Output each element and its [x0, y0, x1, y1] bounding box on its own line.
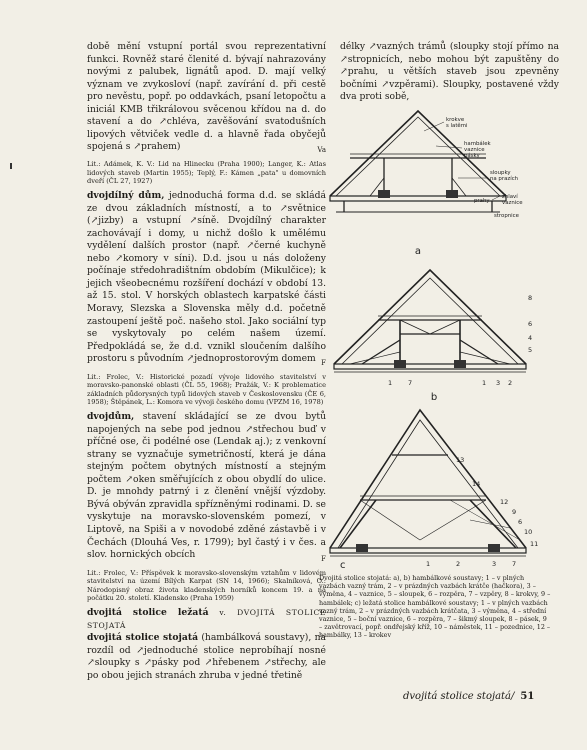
diagram-b-label: b	[430, 392, 438, 403]
number-label: 14	[472, 480, 481, 488]
number-label: 1	[426, 560, 431, 568]
entry-title: dvojitá stolice ležatá	[87, 607, 209, 619]
entry-dvojdum	[87, 411, 326, 562]
diagram-b	[334, 270, 532, 403]
author-signature: F	[321, 358, 326, 367]
diagram-a-label: a	[414, 246, 422, 257]
number-label: 11	[530, 540, 539, 548]
number-label: 10	[524, 528, 533, 536]
label-na-prazich: na prazích	[490, 176, 519, 182]
number-label: 1	[388, 379, 393, 387]
literature-note: Lit.: Adámek, K. V.: Lid na Hlinecku (Praha 1900); Langer, K.: Atlas lidových staveb (Martin 1955); Teplý, F.: Kámen „pata" u domovních dveří (ČL 27, 1927)	[87, 160, 326, 185]
label-hambalek: hambálek	[464, 141, 491, 147]
entry-body: stavení skládající se ze dvou bytů napojených na sebe pod jednou ↗střechou buď v příčné ose, či podélné ose (Lendak aj.); z venkovní strany se vyznačuje symetričností, která je dána stejným počtem obytných místností a stejným počtem ↗oken směřujících z obou obydlí do ulice. D. je mnohdy patrný i z členění vnější výzdoby. Bývá obýván zpravidla spřízněnými rodinami. D. se vyskytuje na moravsko-slovenském pomezí, v Liptově, na Spiši a v novodobé zděné zástavbě i v Čechách (Dlouhá Ves, r. 1799); byl častý i v čes. a slov. hornických obcích	[87, 411, 326, 561]
label-zhlavi: zhlaví	[502, 194, 518, 200]
number-label: 2	[508, 379, 513, 387]
number-label: 2	[456, 560, 461, 568]
figure-caption: Dvojitá stolice stojatá: a), b) hambálkové soustavy; 1 – v plných vazbách vazný trám, 2 – v prázdných vazbách krátče (hačkora), 3 – výměna, 4 – vaznice, 5 – sloupek, 6 – rozpěra, 7 – vzpěry, 8 – krokvy, 9 – hambálek; c) ležatá stolice hambálkové soustavy; 1 – v plných vazbách vazný trám, 2 – v prázdných vazbách krátčata, 3 – výměna, 4 – střední vaznice, 5 – boční vaznice, 6 – rozpěra, 7 – šikmý sloupek, 8 – pásek, 9 – zavětrovací, popř. ondřejský kříž, 10 – náměstek, 11 – pozednice, 12 – hambálky, 13 – krokev	[319, 574, 551, 640]
cross-reference: v. DVOJITÁ STOLICE STOJATÁ	[87, 608, 326, 630]
literature-note: Lit.: Frolec, V.: Příspěvek k moravsko-slovenským vztahům v lidovém stavitelství na území Bílých Karpat (SN 14, 1966); Skalníková, O.: Národopisný obraz života kladenských horníků koncem 19. a na počátku 20. století. Kladensko (Praha 1959)	[87, 569, 326, 602]
author-signature: Va	[317, 145, 326, 154]
entry-title: dvojdům,	[87, 411, 135, 423]
label-zhlavi-vaznice: vaznice	[502, 200, 523, 206]
number-label: 7	[512, 560, 517, 568]
label-pasky: pásky	[464, 153, 480, 159]
number-label: 9	[512, 508, 517, 516]
number-label: 3	[496, 379, 501, 387]
label-s-latemi: s latěmi	[446, 123, 468, 129]
entry-stojata	[87, 632, 326, 682]
number-label: 3	[492, 560, 497, 568]
entry-title: dvojitá stolice stojatá	[87, 632, 199, 644]
entry-title: dvojdílný dům,	[87, 190, 165, 202]
diagram-c	[330, 410, 538, 571]
diagram-a	[330, 111, 523, 257]
label-vaznice: vaznice	[464, 147, 485, 153]
entry-dvojdilny-dum	[87, 190, 326, 366]
page-number: 51	[520, 691, 535, 702]
paragraph-doors: době mění vstupní portál svou reprezentativní funkci. Rovněž staré členité d. bývají nahrazovány novými z palubek, lignátů apod. D. mají velký význam ve zvykosloví (např. zavírání d. při cestě pro nevěstu, popř. po oddavkách, psaní letopočtu a iniciál KMB třikrálovou svěcenou křídou na d. do stavení a do ↗chléva, zavěšování svatodušních lipových větviček vedle d. a hlavně řada obyčejů spojená s ↗prahem)	[87, 41, 326, 153]
author-signature: F	[321, 554, 326, 563]
diagram-c-label: c	[340, 560, 346, 571]
number-label: 6	[518, 518, 523, 526]
number-label: 8	[528, 294, 533, 302]
entry-body: jednoduchá forma d.d. se skládá ze dvou základních místností, a to ↗světnice (↗jizby) a vstupní ↗síně. Dvojdílný charakter zachovávají i domy, u nichž došlo k umělému vydělení dalších prostor (např. ↗černé kuchyně nebo ↗komory v síni). D.d. jsou u nás doloženy počínaje středohradištním obdobím (Mikulčice); k jejich všeobecnému rozšíření dochází v období 13. až 15. stol. V horských oblastech karpatské části Moravy, Slezska a Slovenska měly d.d. početně zastoupení ještě poč. našeho stol. Jako sociální typ se vyskytovaly po celém našem území. Předpokládá se, že d.d. vznikl sloučením dalšího prostoru s původním ↗jednoprostorovým domem	[87, 190, 326, 365]
literature-note: Lit.: Frolec, V.: Historické pozadí vývoje lidového stavitelství v moravsko-panonské oblasti (ČL 55, 1968); Pražák, V.: K problematice základních půdorysných typů lidových staveb v Československu (ČE 6, 1958); Štěpánek, L.: Komora ve vývoji českého domu (VPZM 16, 1978)	[87, 373, 326, 406]
number-label: 6	[528, 320, 533, 328]
number-label: 1	[482, 379, 487, 387]
entry-lezata-xref	[87, 607, 326, 632]
number-label: 7	[408, 379, 413, 387]
number-label: 4	[528, 334, 533, 342]
entry-body: (hambálková soustavy), na rozdíl od ↗jednoduché stolice neprobíhají nosné ↗sloupky s ↗pásky pod ↗hřebenem ↗střechy, ale po obou jejich stranách zhruba v jedné třetině	[87, 632, 326, 681]
label-sloupky: sloupky	[490, 170, 511, 176]
label-prahy: prahy	[474, 198, 490, 204]
page-edge-mark	[10, 163, 12, 169]
number-label: 5	[528, 346, 533, 354]
running-head: dvojitá stolice stojatá/	[403, 691, 515, 702]
label-krokve: krokve	[446, 117, 465, 123]
left-column	[87, 41, 326, 682]
right-column-text: délky ↗vazných trámů (sloupky stojí přímo na ↗stropnicích, nebo mohou být zapuštěny do ↗prahu, u větších staveb jsou zpevněny bočními ↗vzpěrami). Sloupky, postavené vždy dva proti sobě,	[340, 41, 559, 103]
number-label: 12	[500, 498, 509, 506]
page-footer	[403, 691, 534, 702]
number-label: 13	[456, 456, 465, 464]
label-stropnice: stropnice	[494, 213, 519, 219]
